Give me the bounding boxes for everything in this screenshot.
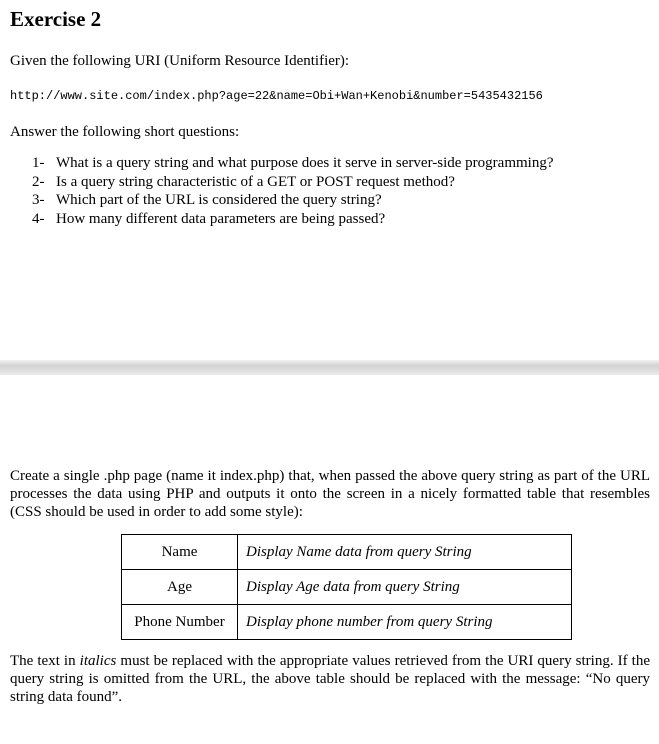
exercise-title: Exercise 2 <box>10 7 102 31</box>
question-text: Is a query string characteristic of a GET or POST request method? <box>56 173 455 190</box>
row-value: Display Age data from query String <box>238 570 572 605</box>
question-number: 4- <box>32 210 45 227</box>
page-divider <box>0 360 659 375</box>
question-text: What is a query string and what purpose does it serve in server-side programming? <box>56 155 554 171</box>
row-label: Phone Number <box>122 605 238 640</box>
note-before: The text in <box>10 653 80 669</box>
question-item <box>10 210 650 229</box>
question-text: How many different data parameters are being passed? <box>56 210 386 227</box>
question-item <box>10 173 650 192</box>
exercise-section <box>10 0 650 228</box>
row-value: Display phone number from query String <box>238 605 572 640</box>
row-label: Name <box>122 535 238 570</box>
instructions-note <box>10 652 650 706</box>
task-section <box>10 467 650 706</box>
task-description: Create a single .php page (name it index.php) that, when passed the above query string as part of the URL processes the data using PHP and outputs it onto the screen in a nicely formatted table that resembles (CSS should be used in order to add some style): <box>10 468 650 520</box>
question-item <box>10 154 650 173</box>
questions-prompt: Answer the following short questions: <box>10 124 240 140</box>
question-number: 2- <box>32 173 45 190</box>
row-label: Age <box>122 570 238 605</box>
intro-text: Given the following URI (Uniform Resource Identifier): <box>10 53 350 69</box>
table-row <box>122 605 572 640</box>
example-table <box>121 534 572 640</box>
question-text: Which part of the URL is considered the query string? <box>56 192 382 208</box>
row-value: Display Name data from query String <box>238 535 572 570</box>
table-row <box>122 535 572 570</box>
example-uri: http://www.site.com/index.php?age=22&name=Obi+Wan+Kenobi&number=5435432156 <box>10 89 543 103</box>
note-italic: italics <box>79 653 117 669</box>
note-after: must be replaced with the appropriate values retrieved from the URI query string. If the query string is omitted from the URL, the above table should be replaced with the message: “No query string data found”. <box>10 653 651 705</box>
question-number: 3- <box>32 192 45 208</box>
question-number: 1- <box>32 155 45 171</box>
table-row <box>122 570 572 605</box>
question-item <box>10 191 650 210</box>
questions-list <box>10 154 650 228</box>
